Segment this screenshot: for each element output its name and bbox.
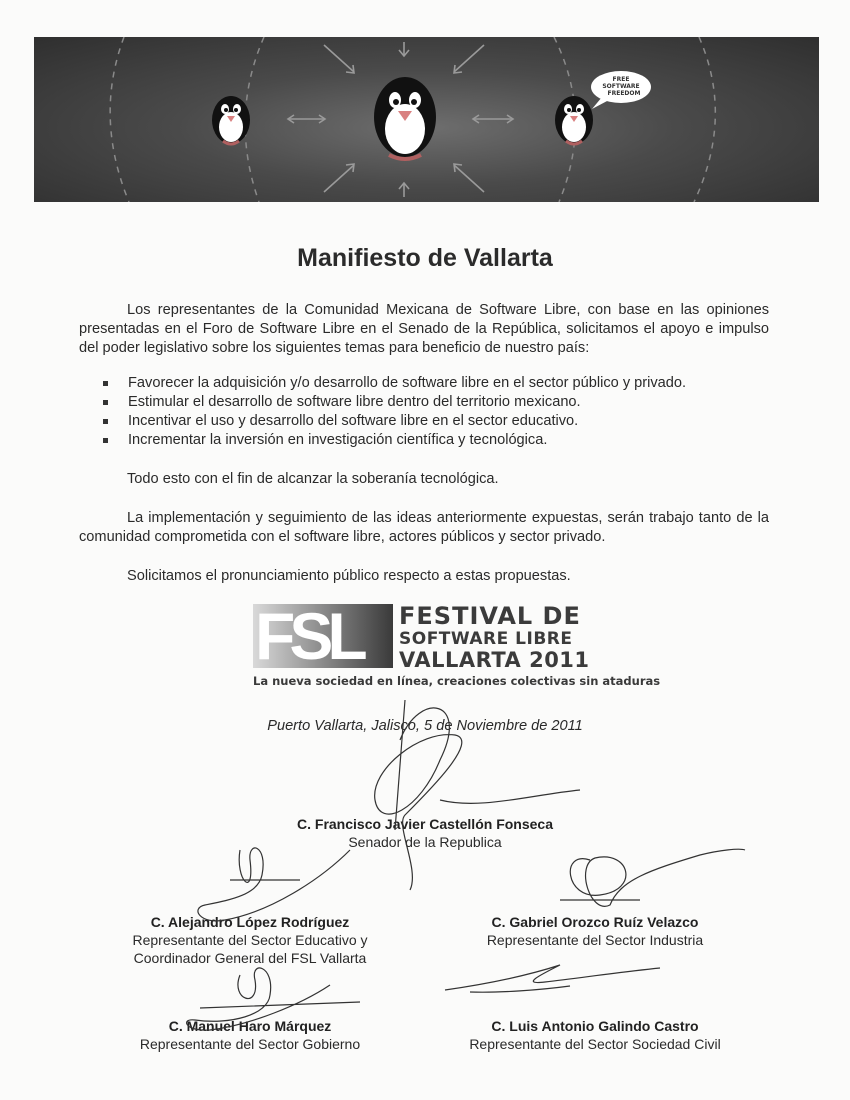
signatory-name: C. Manuel Haro Márquez [168,1018,332,1034]
signatory-role: Senador de la Republica [348,834,502,850]
speech-line-1: FREE [612,76,630,83]
place-date: Puerto Vallarta, Jalisco, 5 de Noviembre de 2011 [267,718,583,734]
logo-line-2: SOFTWARE LIBRE [399,629,573,649]
fsl-logo [253,599,661,694]
document-title: Manifiesto de Vallarta [297,244,553,272]
speech-bubble-icon [591,71,651,109]
signatory-name: C. Alejandro López Rodríguez [150,914,350,930]
sovereignty-paragraph: Todo esto con el fin de alcanzar la soberanía tecnológica. [127,471,499,487]
signatory-government [90,1017,410,1053]
signatory-role: Representante del Sector Gobierno [139,1036,361,1052]
list-item: Incrementar la inversión en investigación científica y tecnológica. [103,431,686,450]
header-banner [34,37,819,202]
penguin-icon-left [212,96,250,144]
signatory-senator [225,815,625,851]
signatory-education [90,913,410,967]
signatory-role: Representante del Sector Sociedad Civil [469,1036,721,1052]
intro-paragraph: Los representantes de la Comunidad Mexicana de Software Libre, con base en las opiniones presentadas en el Foro de Software Libre en el Senado de la República, solicitamos el apoyo e impulso del poder legislativo sobre los siguientes temas para beneficio de nuestro país: [79,302,769,356]
speech-line-3: FREEDOM [607,90,641,97]
banner-illustration [34,37,819,202]
proposal-list [103,374,686,450]
list-item: Favorecer la adquisición y/o desarrollo de software libre en el sector público y privado. [103,374,686,393]
signatory-role: Representante del Sector Educativo y [132,932,368,948]
signatory-name: C. Francisco Javier Castellón Fonseca [297,816,553,832]
signatory-civil [435,1017,755,1053]
logo-tagline: La nueva sociedad en línea, creaciones colectivas sin ataduras [253,674,661,688]
list-item: Estimular el desarrollo de software libre dentro del territorio mexicano. [103,393,686,412]
signatory-role: Representante del Sector Industria [486,932,704,948]
implementation-paragraph: La implementación y seguimiento de las ideas anteriormente expuestas, serán trabajo tanto de la comunidad comprometida con el software libre, actores públicos y sector privado. [79,510,769,545]
speech-line-2: SOFTWARE [602,83,640,90]
signatory-industry [435,913,755,949]
penguin-icon-right [555,96,593,144]
fsl-logo-mark [253,599,393,673]
signature-education [198,848,350,921]
logo-line-1: FESTIVAL DE [399,602,581,630]
signatory-role: Coordinador General del FSL Vallarta [133,950,367,966]
request-paragraph: Solicitamos el pronunciamiento público respecto a estas propuestas. [127,568,571,584]
signatory-name: C. Luis Antonio Galindo Castro [491,1018,699,1034]
signatory-name: C. Gabriel Orozco Ruíz Velazco [491,914,699,930]
list-item: Incentivar el uso y desarrollo del software libre en el sector educativo. [103,412,686,431]
fsl-logo-letters: FSL [255,599,362,673]
signature-civil [445,965,660,992]
logo-line-3: VALLARTA 2011 [399,648,590,672]
signature-industry [560,849,745,906]
penguin-icon-center [374,77,436,159]
